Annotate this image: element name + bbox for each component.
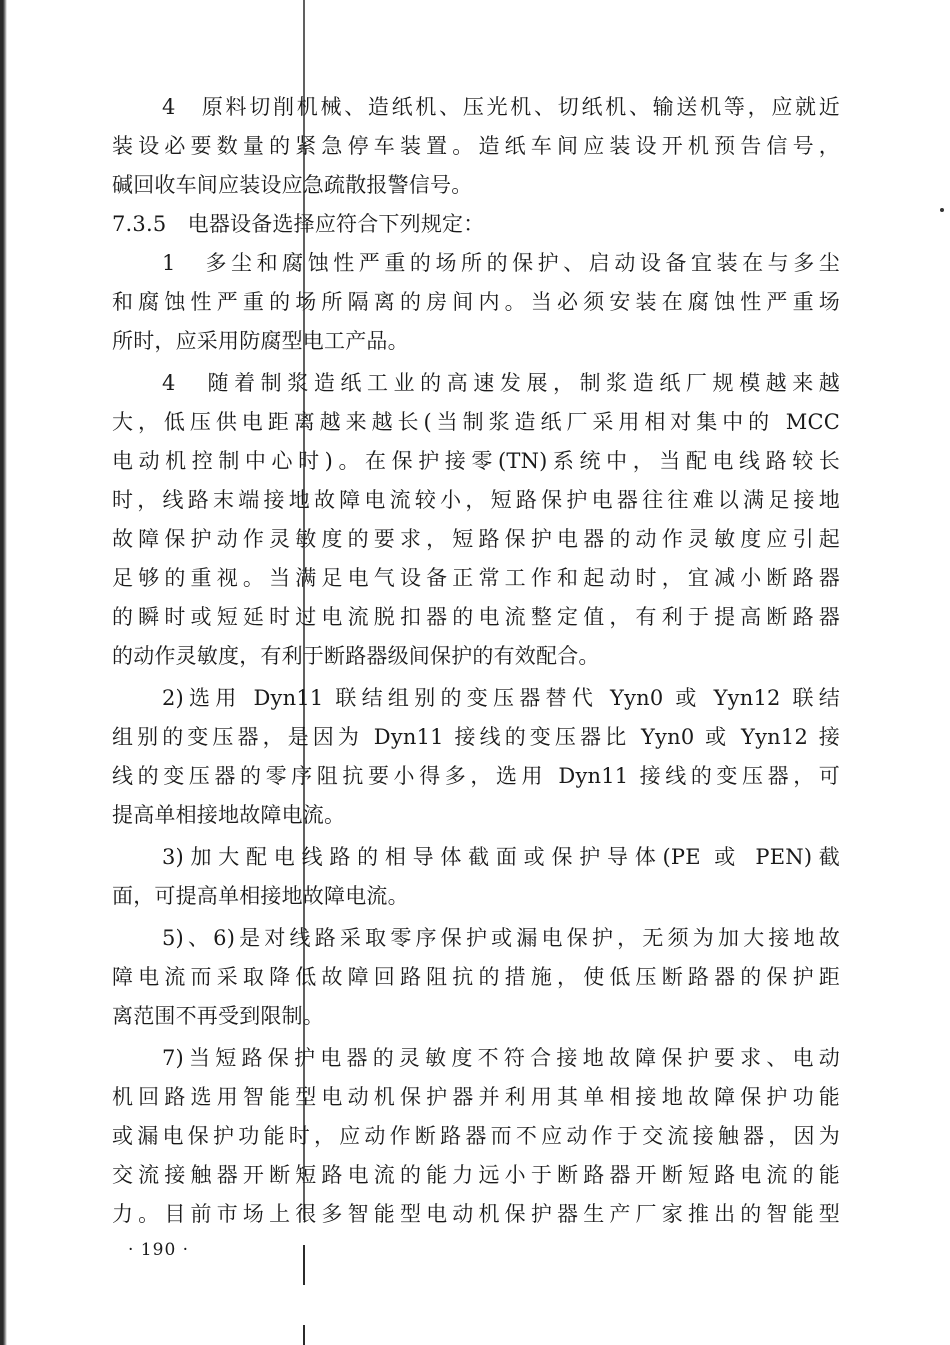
text-line: 障电流而采取降低故障回路阻抗的措施，使低压断路器的保护距 [112, 965, 840, 989]
text-line: 提高单相接地故障电流。 [112, 803, 346, 827]
text-line: 电动机控制中心时)。在保护接零(TN)系统中，当配电线路较长 [112, 449, 840, 473]
text-line: 5)、6)是对线路采取零序保护或漏电保护，无须为加大接地故 [162, 926, 840, 950]
scan-fold-line [303, 1325, 305, 1345]
text-line: 组别的变压器，是因为 Dyn11 接线的变压器比 Yyn0 或 Yyn12 接 [112, 725, 840, 749]
text-line: 大，低压供电距离越来越长(当制浆造纸厂采用相对集中的 MCC [112, 410, 840, 434]
text-line: 1 多尘和腐蚀性严重的场所的保护、启动设备宜装在与多尘 [162, 251, 840, 275]
text-line: 线的变压器的零序阻抗要小得多，选用 Dyn11 接线的变压器，可 [112, 764, 840, 788]
text-line: 所时，应采用防腐型电工产品。 [112, 329, 409, 353]
scan-speck [940, 208, 944, 212]
text-line: 离范围不再受到限制。 [112, 1004, 324, 1028]
text-line: 7)当短路保护电器的灵敏度不符合接地故障保护要求、电动 [162, 1046, 840, 1070]
section-heading-7-3-5: 7.3.5 电器设备选择应符合下列规定： [112, 212, 485, 236]
text-line: 装设必要数量的紧急停车装置。造纸车间应装设开机预告信号， [112, 134, 840, 158]
text-line: 面，可提高单相接地故障电流。 [112, 884, 409, 908]
text-line: 4 随着制浆造纸工业的高速发展，制浆造纸厂规模越来越 [162, 371, 840, 395]
page-left-edge-shadow [0, 0, 7, 1345]
text-line: 足够的重视。当满足电气设备正常工作和起动时，宜减小断路器 [112, 566, 840, 590]
page-body-text [112, 88, 840, 1234]
text-line: 2)选用 Dyn11 联结组别的变压器替代 Yyn0 或 Yyn12 联结 [162, 686, 840, 710]
text-line: 故障保护动作灵敏度的要求，短路保护电器的动作灵敏度应引起 [112, 527, 840, 551]
page-number: · 190 · [128, 1240, 190, 1260]
text-line: 和腐蚀性严重的场所隔离的房间内。当必须安装在腐蚀性严重场 [112, 290, 840, 314]
text-line: 碱回收车间应装设应急疏散报警信号。 [112, 173, 473, 197]
text-line: 时，线路末端接地故障电流较小，短路保护电器往往难以满足接地 [112, 488, 840, 512]
text-line: 或漏电保护功能时，应动作断路器而不应动作于交流接触器，因为 [112, 1124, 840, 1148]
text-line: 的动作灵敏度，有利于断路器级间保护的有效配合。 [112, 644, 600, 668]
text-line: 3)加大配电线路的相导体截面或保护导体(PE 或 PEN)截 [162, 845, 840, 869]
text-line: 交流接触器开断短路电流的能力远小于断路器开断短路电流的能 [112, 1163, 840, 1187]
text-line: 的瞬时或短延时过电流脱扣器的电流整定值，有利于提高断路器 [112, 605, 840, 629]
scan-fold-line [303, 1245, 305, 1285]
text-line: 4 原料切削机械、造纸机、压光机、切纸机、输送机等，应就近 [162, 95, 840, 119]
text-line: 机回路选用智能型电动机保护器并利用其单相接地故障保护功能 [112, 1085, 840, 1109]
text-line: 力。目前市场上很多智能型电动机保护器生产厂家推出的智能型 [112, 1202, 840, 1226]
